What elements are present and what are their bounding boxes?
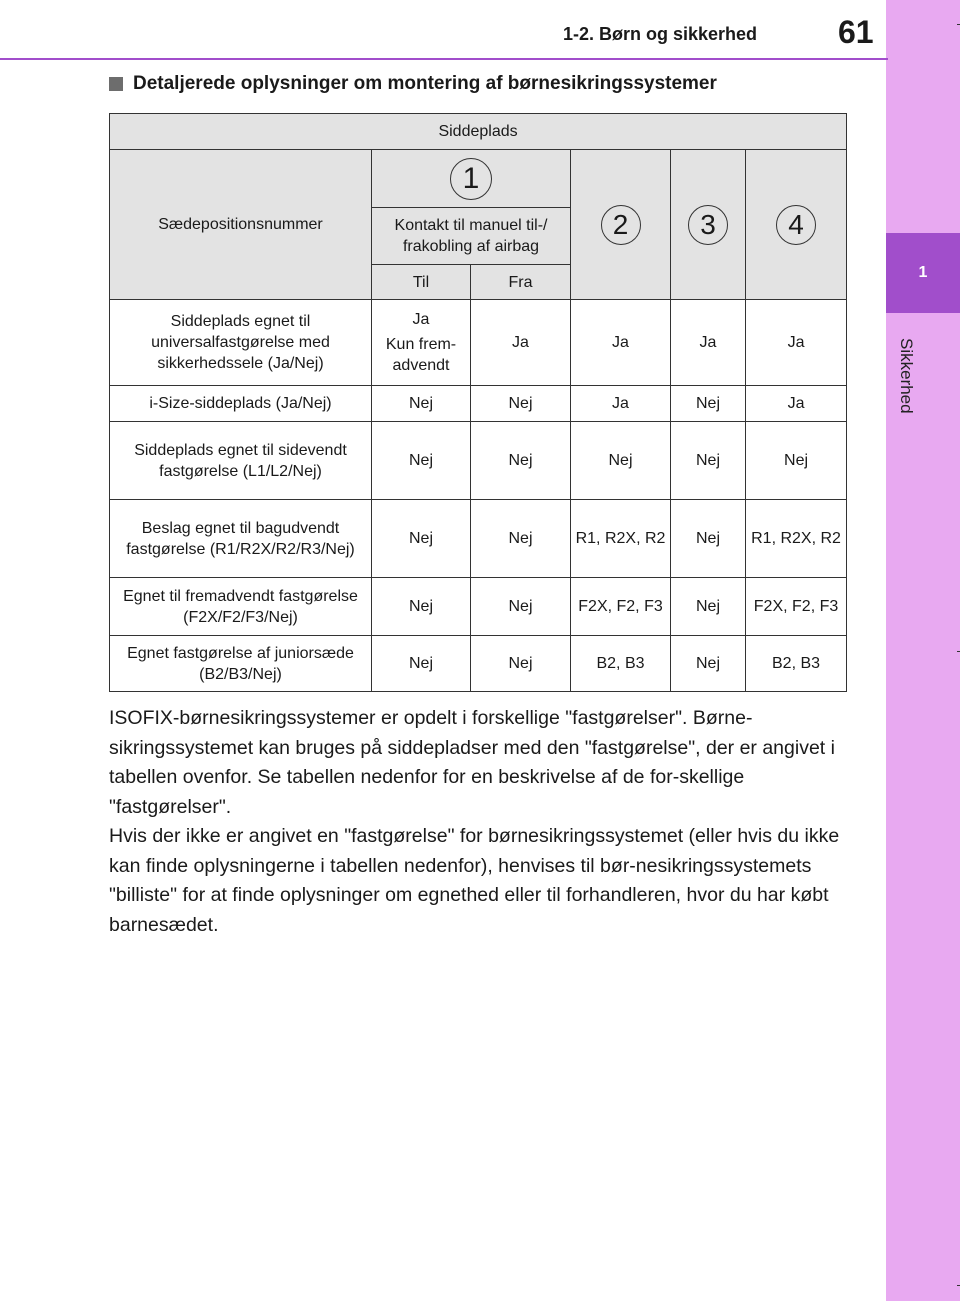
cell-seat-2: Nej <box>571 422 671 500</box>
row-label: i-Size-siddeplads (Ja/Nej) <box>110 386 372 422</box>
airbag-off-label: Fra <box>471 265 571 300</box>
cell-seat-4: B2, B3 <box>746 636 847 692</box>
cell-seat-4: Ja <box>746 386 847 422</box>
cell-seat-3: Nej <box>671 422 746 500</box>
seat-number-4: 4 <box>776 205 816 245</box>
page-number: 61 <box>838 14 874 50</box>
seat-3-header <box>671 150 746 300</box>
cell-seat-2: Ja <box>571 386 671 422</box>
body-text <box>109 704 844 940</box>
table-row <box>110 386 847 422</box>
row-label: Egnet til fremadvendt fastgørelse (F2X/F2/F3/Nej) <box>110 578 372 636</box>
cell-fra: Nej <box>471 422 571 500</box>
cell-til-line1: Ja <box>412 311 430 328</box>
cell-fra: Nej <box>471 500 571 578</box>
row-label: Beslag egnet til bagudvendt fastgørelse (R1/R2X/R2/R3/Nej) <box>110 500 372 578</box>
chapter-label: Sikkerhed <box>897 338 916 414</box>
cell-til: Nej <box>372 578 471 636</box>
paragraph: ISOFIX-børnesikringssystemer er opdelt i forskellige "fastgørelser". Børne-sikringssystemet kan bruges på siddepladser med den "fastgørelse", der er angivet i tabellen ovenfor. Se tabellen nedenfor for en beskrivelse af de for-skellige "fastgørelser". <box>109 707 835 818</box>
cell-seat-3: Nej <box>671 386 746 422</box>
seat-number-2: 2 <box>601 205 641 245</box>
cell-til: Nej <box>372 636 471 692</box>
chapter-number: 1 <box>918 264 928 281</box>
cell-fra: Ja <box>471 300 571 386</box>
cell-til: Nej <box>372 386 471 422</box>
seat-number-1: 1 <box>450 158 492 200</box>
section-heading <box>109 73 717 95</box>
cell-seat-2: Ja <box>571 300 671 386</box>
row-label: Egnet fastgørelse af juniorsæde (B2/B3/Nej) <box>110 636 372 692</box>
cell-fra: Nej <box>471 636 571 692</box>
cell-fra: Nej <box>471 386 571 422</box>
chapter-number-tab <box>886 233 960 313</box>
bullet-square-icon <box>109 77 123 91</box>
table-row <box>110 500 847 578</box>
heading-text: Detaljerede oplysninger om montering af børnesikringssystemer <box>133 73 717 94</box>
cell-seat-2: R1, R2X, R2 <box>571 500 671 578</box>
cell-seat-3: Ja <box>671 300 746 386</box>
airbag-switch-label: Kontakt til manuel til-/ frakobling af airbag <box>372 208 571 265</box>
seat-position-label: Sædepositionsnummer <box>110 150 372 300</box>
table-title: Siddeplads <box>110 114 847 150</box>
seat-1-header <box>372 150 571 208</box>
seat-2-header <box>571 150 671 300</box>
chapter-side-strip <box>886 0 960 1301</box>
table-row <box>110 300 847 386</box>
cell-seat-3: Nej <box>671 500 746 578</box>
paragraph: Hvis der ikke er angivet en "fastgørelse" for børnesikringssystemet (eller hvis du ikke kan finde oplysningerne i tabellen nedenfor), henvises til bør-nesikringssystemets "billiste" for at finde oplysninger om egnethed eller til forhandleren, hvor du har købt barnesædet. <box>109 825 840 936</box>
cell-seat-4: Ja <box>746 300 847 386</box>
cell-til: Nej <box>372 422 471 500</box>
section-title: 1-2. Børn og sikkerhed <box>563 24 758 44</box>
table-row <box>110 578 847 636</box>
cell-seat-3: Nej <box>671 636 746 692</box>
table-row <box>110 636 847 692</box>
cell-seat-2: B2, B3 <box>571 636 671 692</box>
table-row <box>110 422 847 500</box>
seat-4-header <box>746 150 847 300</box>
cell-fra: Nej <box>471 578 571 636</box>
seat-number-3: 3 <box>688 205 728 245</box>
cell-til <box>372 300 471 386</box>
cell-seat-4: Nej <box>746 422 847 500</box>
cell-til-line2: Kun frem-advendt <box>385 336 457 374</box>
cell-seat-2: F2X, F2, F3 <box>571 578 671 636</box>
airbag-on-label: Til <box>372 265 471 300</box>
cell-seat-3: Nej <box>671 578 746 636</box>
cell-seat-4: F2X, F2, F3 <box>746 578 847 636</box>
header-rule <box>0 58 888 60</box>
seat-suitability-table <box>109 113 847 692</box>
cell-til: Nej <box>372 500 471 578</box>
row-label: Siddeplads egnet til sidevendt fastgørelse (L1/L2/Nej) <box>110 422 372 500</box>
row-label: Siddeplads egnet til universalfastgørelse med sikkerhedssele (Ja/Nej) <box>110 300 372 386</box>
cell-seat-4: R1, R2X, R2 <box>746 500 847 578</box>
